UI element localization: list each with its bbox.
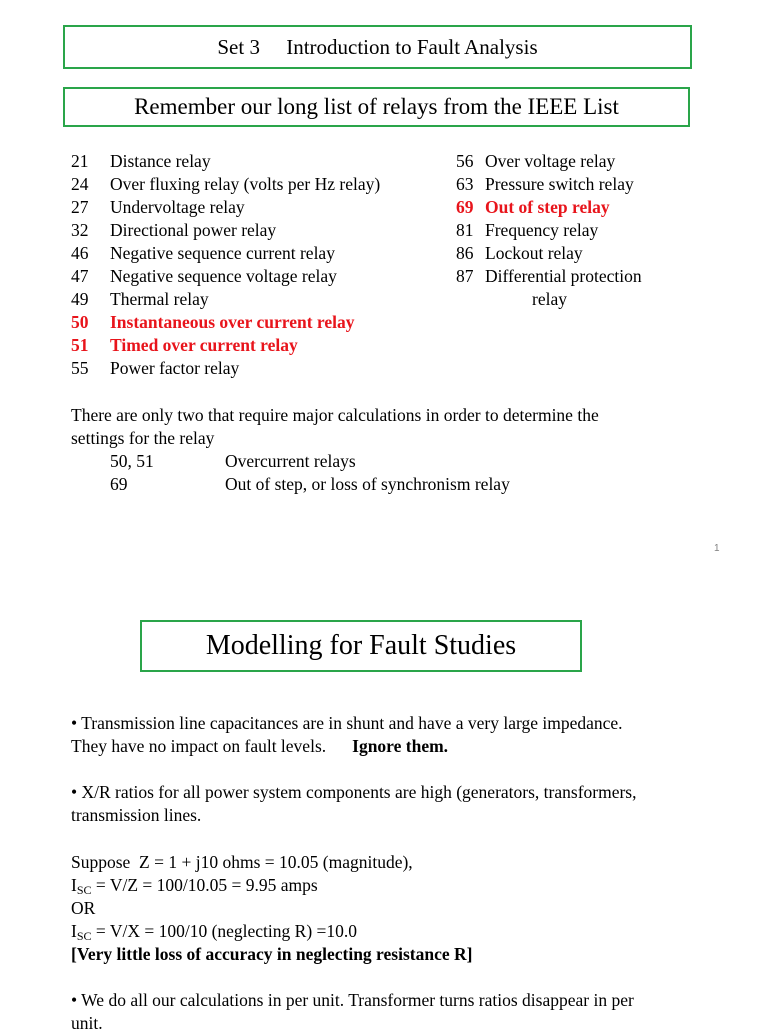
- suppose-line: Suppose Z = 1 + j10 ohms = 10.05 (magnitude),: [71, 852, 413, 872]
- relay-number: 24: [71, 174, 89, 194]
- relay-name: Power factor relay: [110, 358, 240, 378]
- isc-subscript: SC: [76, 883, 92, 897]
- relay-number: 86: [456, 243, 474, 263]
- bullet-line: • Transmission line capacitances are in shunt and have a very large impedance.: [71, 713, 623, 733]
- bullet-line: [71, 735, 623, 758]
- relay-name: Lockout relay: [485, 243, 583, 263]
- bold-emphasis: Ignore them.: [352, 736, 449, 756]
- relay-number: 87: [456, 266, 474, 286]
- subtitle-box: [63, 87, 690, 127]
- relay-number: 21: [71, 151, 89, 171]
- relay-list-right: [456, 150, 642, 311]
- bullet-line-text: They have no impact on fault levels.: [71, 736, 327, 756]
- relay-number: 56: [456, 151, 474, 171]
- list-item: [71, 265, 380, 288]
- relay-name: Negative sequence current relay: [110, 243, 335, 263]
- calc-desc: Overcurrent relays: [225, 451, 356, 471]
- bullet-paragraph: [71, 712, 623, 758]
- bullet-line: transmission lines.: [71, 805, 202, 825]
- isc-subscript: SC: [76, 929, 92, 943]
- relay-number: 46: [71, 243, 89, 263]
- relay-number: 47: [71, 266, 89, 286]
- relay-name: Negative sequence voltage relay: [110, 266, 337, 286]
- bullet-line: unit.: [71, 1013, 103, 1033]
- relay-number: 69: [456, 197, 474, 217]
- intro-line: There are only two that require major calculations in order to determine the: [71, 405, 599, 425]
- or-line: OR: [71, 898, 96, 918]
- relay-number: 27: [71, 197, 89, 217]
- isc-symbol: I: [71, 921, 77, 941]
- relay-name: Pressure switch relay: [485, 174, 634, 194]
- relay-name-continuation: relay: [532, 289, 567, 309]
- relay-name: Distance relay: [110, 151, 211, 171]
- relay-number: 63: [456, 174, 474, 194]
- calc-desc: Out of step, or loss of synchronism relay: [225, 474, 510, 494]
- list-item: [456, 265, 642, 288]
- relay-number: 51: [71, 335, 89, 355]
- list-item-highlighted: [71, 311, 380, 334]
- calc-code: 69: [110, 474, 128, 494]
- list-item: [456, 150, 642, 173]
- list-item: [71, 357, 380, 380]
- relay-name: Timed over current relay: [110, 335, 298, 355]
- bullet-paragraph: [71, 781, 637, 827]
- relay-name: Instantaneous over current relay: [110, 312, 355, 332]
- list-item: [71, 242, 380, 265]
- relay-name: Over voltage relay: [485, 151, 616, 171]
- slide-title: Modelling for Fault Studies: [205, 630, 517, 661]
- bullet-line: • We do all our calculations in per unit. Transformer turns ratios disappear in per: [71, 990, 634, 1010]
- slide-title: Set 3 Introduction to Fault Analysis: [217, 34, 538, 59]
- relay-number: 55: [71, 358, 89, 378]
- isc-line: [71, 874, 472, 897]
- list-item: [456, 242, 642, 265]
- calc-code: 50, 51: [110, 451, 154, 471]
- list-item: [71, 150, 380, 173]
- calculation-block: [71, 851, 472, 966]
- slide-title-box: [140, 620, 582, 672]
- page-number: 1: [714, 543, 720, 554]
- list-item: [71, 173, 380, 196]
- intro-paragraph: [71, 404, 599, 450]
- bullet-paragraph: [71, 989, 634, 1035]
- slide-title-box: [63, 25, 692, 69]
- slide-subtitle: Remember our long list of relays from the IEEE List: [134, 94, 619, 119]
- relay-name: Over fluxing relay (volts per Hz relay): [110, 174, 381, 194]
- relay-name: Undervoltage relay: [110, 197, 245, 217]
- isc-expression: = V/X = 100/10 (neglecting R) =10.0: [91, 921, 358, 941]
- isc-symbol: I: [71, 875, 77, 895]
- bullet-line: • X/R ratios for all power system components are high (generators, transformers,: [71, 782, 637, 802]
- list-item: [71, 288, 380, 311]
- relay-number: 50: [71, 312, 89, 332]
- list-item-highlighted: [71, 334, 380, 357]
- relay-number: 81: [456, 220, 474, 240]
- isc-line: [71, 920, 472, 943]
- list-item-highlighted: [456, 196, 642, 219]
- relay-name: Thermal relay: [110, 289, 209, 309]
- list-item: [456, 219, 642, 242]
- relay-name: Directional power relay: [110, 220, 277, 240]
- relay-name: Frequency relay: [485, 220, 599, 240]
- relay-name: Out of step relay: [485, 197, 610, 217]
- list-item: [71, 196, 380, 219]
- bold-note: [Very little loss of accuracy in neglecting resistance R]: [71, 944, 473, 964]
- relay-list-left: [71, 150, 380, 380]
- relay-number: 32: [71, 220, 89, 240]
- intro-line: settings for the relay: [71, 428, 215, 448]
- relay-number: 49: [71, 289, 89, 309]
- isc-expression: = V/Z = 100/10.05 = 9.95 amps: [91, 875, 318, 895]
- list-item: [456, 173, 642, 196]
- list-item-continuation: [456, 288, 642, 311]
- list-item: [71, 219, 380, 242]
- relay-name: Differential protection: [485, 266, 642, 286]
